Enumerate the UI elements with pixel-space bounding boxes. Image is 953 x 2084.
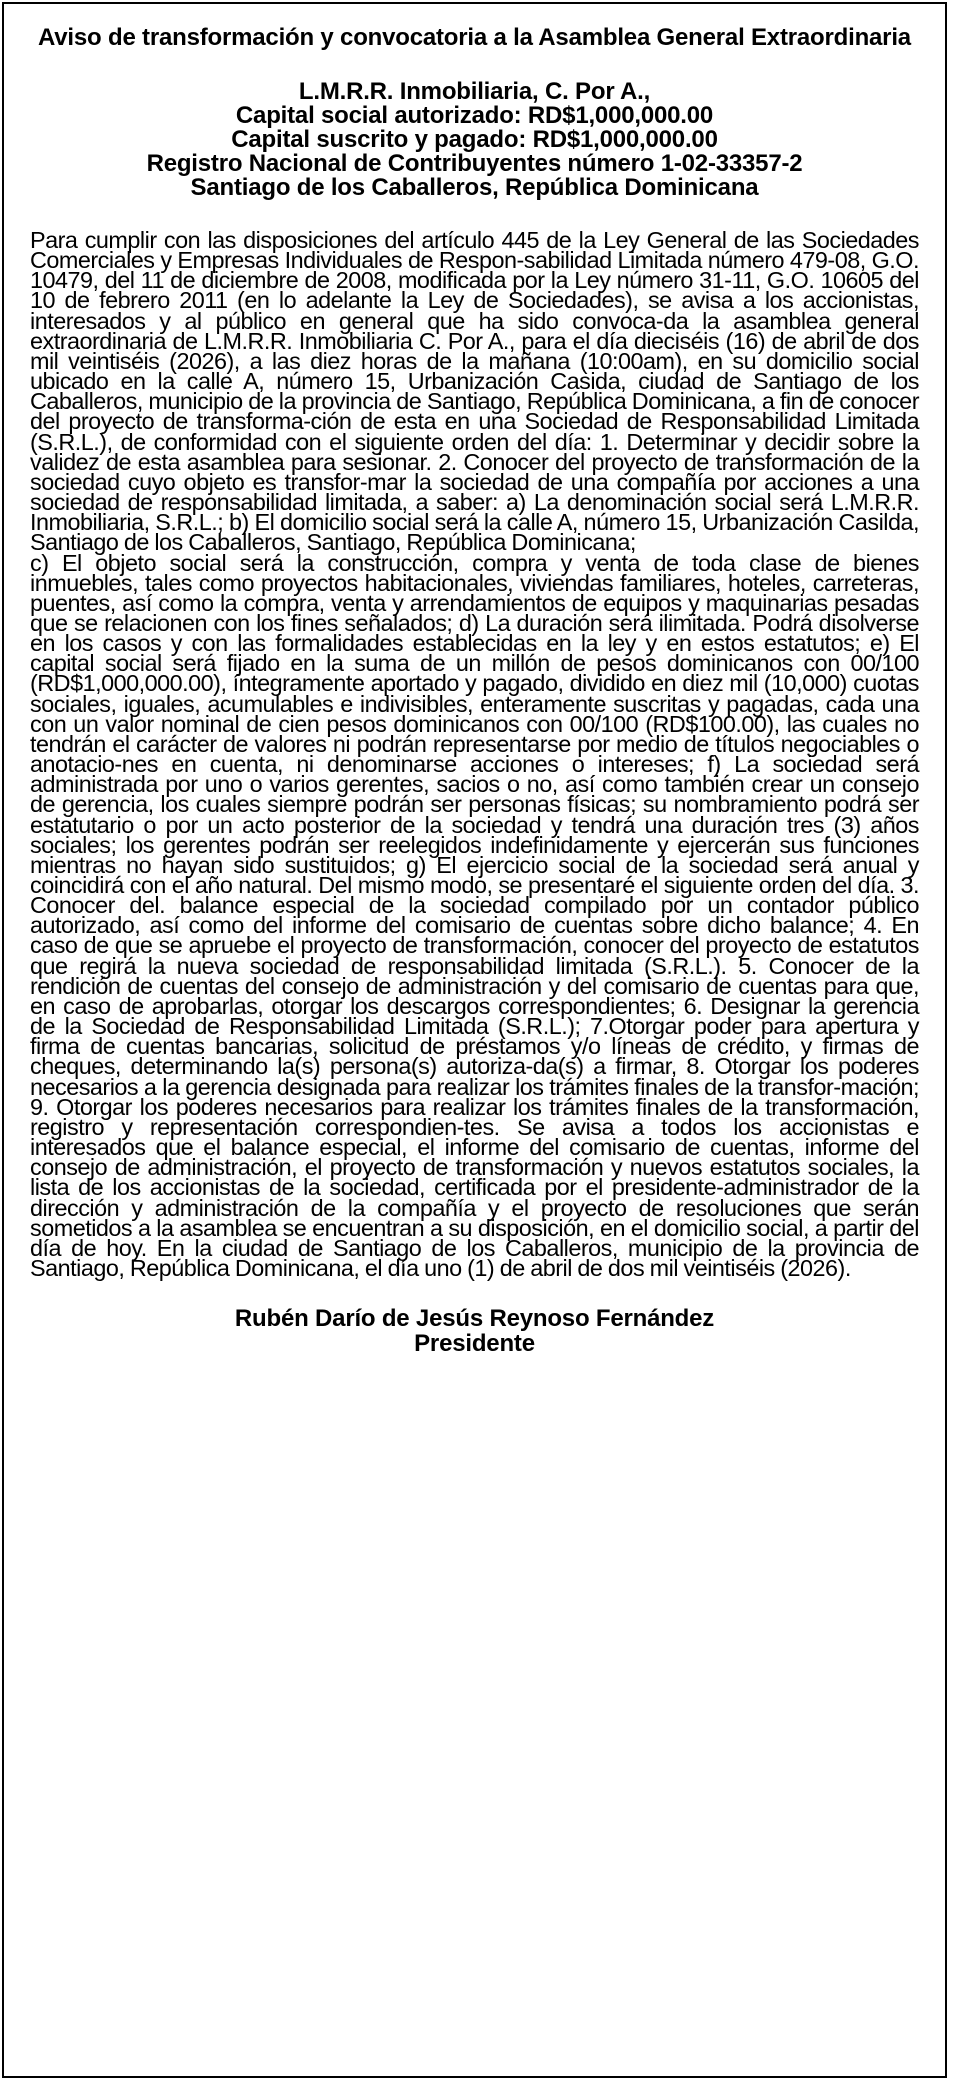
paid-capital: Capital suscrito y pagado: RD$1,000,000.00 (231, 126, 718, 153)
notice-body (30, 227, 919, 1281)
company-header (30, 80, 919, 200)
rnc-number: Registro Nacional de Contribuyentes número 1-02-33357-2 (146, 150, 803, 177)
signatory-role: Presidente (414, 1330, 535, 1358)
body-paragraph-2: c) El objeto social será la construcción, compra y venta de toda clase de bienes inmuebles, tales como proyectos habitacionales, viviendas familiares, hoteles, carreteras, puentes, así como la compra, venta y arrendamientos de equipos y maquinarias pesadas que se relacionen con los fines señalados; d) La duración será ilimitada. Podrá disolverse en los casos y con las formalidades establecidas en la ley y en estos estatutos; e) El capital social será fijado en la suma de un millón de pesos dominicanos con 00/100 (RD$1,000,000.00), íntegramente aportado y pagado, dividido en diez mil (10,000) cuotas sociales, iguales, acumulables e indivisibles, enteramente suscritas y pagadas, cada una con un valor nominal de cien pesos dominicanos con 00/100 (RD$100.00), las cuales no tendrán el carácter de valores ni podrán representarse por medio de títulos negociables o anotacio-nes en cuenta, ni denominarse acciones o intereses; f) La sociedad será administrada por uno o varios gerentes, sacios o no, así como también crear un consejo de gerencia, los cuales siempre podrán ser personas físicas; su nombramiento podrá ser estatutario o por un acto posterior de la sociedad y tendrá una duración tres (3) años sociales; los gerentes podrán ser reelegidos indefinidamente y ejercerán sus funciones mientras no hayan sido sustituidos; g) El ejercicio social de la sociedad será anual y coincidirá con el año natural. Del mismo modo, se presentaré el siguiente orden del día. 3. Conocer del. balance especial de la sociedad compilado por un contador público autorizado, así como del informe del comisario de cuentas sobre dicho balance; 4. En caso de que se apruebe el proyecto de transformación, conocer del proyecto de estatutos que regirá la nueva sociedad de responsabilidad limitada (S.R.L.). 5. Conocer de la rendición de cuentas del consejo de administración y del comisario de cuentas para que, en caso de aprobarlas, otorgar los descargos correspondientes; 6. Designar la gerencia de la Sociedad de Responsabilidad Limitada (S.R.L.); 7.Otorgar poder para apertura y firma de cuentas bancarias, solicitud de préstamos y/o líneas de crédito, y firmas de cheques, determinando la(s) persona(s) autoriza-da(s) a firmar, 8. Otorgar los poderes necesarios a la gerencia designada para realizar los trámites finales de la transfor-mación; 9. Otorgar los poderes necesarios para realizar los trámites finales de la transformación, registro y representación correspondien-tes. Se avisa a todos los accionistas e interesados que el balance especial, el informe del comisario de cuentas, informe del consejo de administración, el proyecto de transformación y nuevos estatutos sociales, la lista de los accionistas de la sociedad, certificada por el presidente-administrador de la dirección y administración de la compañía y el proyecto de resoluciones que serán sometidos a la asamblea se encuentran a su disposición, en el domicilio social, a partir del día de hoy. En la ciudad de Santiago de los Caballeros, municipio de la provincia de Santiago, República Dominicana, el día uno (1) de abril de dos mil veintiséis (2026). (30, 549, 919, 1281)
signature-block (30, 1306, 919, 1356)
signatory-name: Rubén Darío de Jesús Reynoso Fernández (234, 1305, 715, 1333)
company-name: L.M.R.R. Inmobiliaria, C. Por A., (298, 78, 651, 105)
authorized-capital: Capital social autorizado: RD$1,000,000.00 (235, 102, 714, 129)
company-location: Santiago de los Caballeros, República Dominicana (190, 174, 759, 201)
body-paragraph-1: Para cumplir con las disposiciones del artículo 445 de la Ley General de las Sociedades Comerciales y Empresas Individuales de Respon-sabilidad Limitada número 479-08, G.O. 10479, del 11 de diciembre de 2008, modificada por la Ley número 31-11, G.O. 10605 del 10 de febrero 2011 (en lo adelante la Ley de Sociedades), se avisa a los accionistas, interesados y al público en general que ha sido convoca-da la asamblea general extraordinaria de L.M.R.R. Inmobiliaria C. Por A., para el día dieciséis (16) de abril de dos mil veintiséis (2026), a las diez horas de la mañana (10:00am), en su domicilio social ubicado en la calle A, número 15, Urbanización Casida, ciudad de Santiago de los Caballeros, municipio de la provincia de Santiago, República Dominicana, a fin de conocer del proyecto de transforma-ción de esta en una Sociedad de Responsabilidad Limitada (S.R.L.), de conformidad con el siguiente orden del día: 1. Determinar y decidir sobre la validez de esta asamblea para sesionar. 2. Conocer del proyecto de transformación de la sociedad cuyo objeto es transfor-mar la sociedad de una compañía por acciones a una sociedad de responsabilidad limitada, a saber: a) La denominación social será L.M.R.R. Inmobiliaria, S.R.L.; b) El domicilio social será la calle A, número 15, Urbanización Casilda, Santiago de los Caballeros, Santiago, República Dominicana; (30, 227, 919, 556)
legal-notice (2, 2, 947, 2078)
notice-title: Aviso de transformación y convocatoria a la Asamblea General Extraordinaria (38, 24, 911, 51)
